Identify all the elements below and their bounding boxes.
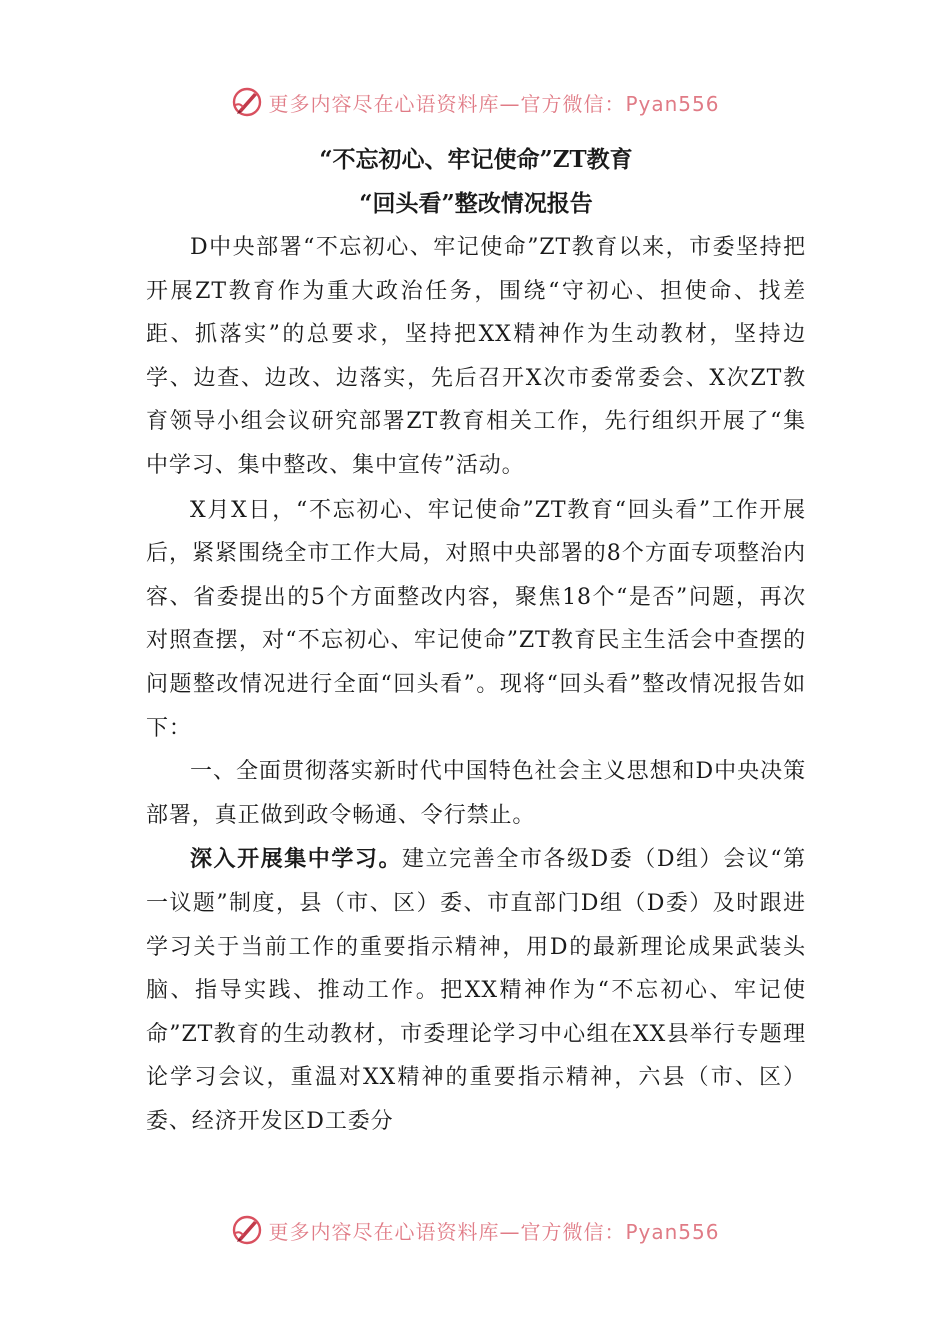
- document-title-line-2: “回头看”整改情况报告: [359, 190, 593, 217]
- paragraph-body-text: 建立完善全市各级D委（D组）会议“第一议题”制度，县（市、区）委、市直部门D组（D委）及时跟进学习关于当前工作的重要指示精神，用D的最新理论成果武装头脑、指导实践、推动工作。把XX精神作为“不忘初心、牢记使命”ZT教育的生动教材，市委理论学习中心组在XX县举行专题理论学习会议，重温对XX精神的重要指示精神，六县（市、区）委、经济开发区D工委分: [146, 847, 806, 1134]
- quill-pen-circle-icon: [230, 1213, 264, 1247]
- section-heading-1: 一、全面贯彻落实新时代中国特色社会主义思想和D中央决策部署，真正做到政令畅通、令行禁止。: [146, 759, 806, 828]
- paragraph-intro: D中央部署“不忘初心、牢记使命”ZT教育以来，市委坚持把开展ZT教育作为重大政治任务，围绕“守初心、担使命、找差距、抓落实”的总要求，坚持把XX精神作为生动教材，坚持边学、边查、边改、边落实，先后召开X次市委常委会、X次ZT教育领导小组会议研究部署ZT教育相关工作，先行组织开展了“集中学习、集中整改、集中宣传”活动。: [146, 235, 806, 478]
- paragraph-study: [146, 838, 806, 1143]
- document-body: [146, 138, 806, 1143]
- quill-pen-circle-icon: [230, 85, 264, 119]
- watermark-text: 更多内容尽在心语资料库—官方微信：Pyan556: [268, 1219, 720, 1244]
- document-title-line-1: “不忘初心、牢记使命”ZT教育: [319, 146, 633, 173]
- watermark-text: 更多内容尽在心语资料库—官方微信：Pyan556: [268, 91, 720, 116]
- paragraph-lead-text: 深入开展集中学习。: [190, 846, 403, 873]
- footer-watermark-banner: [0, 1210, 950, 1250]
- header-watermark-banner: [0, 82, 950, 122]
- paragraph-review: X月X日，“不忘初心、牢记使命”ZT教育“回头看”工作开展后，紧紧围绕全市工作大局，对照中央部署的8个方面专项整治内容、省委提出的5个方面整改内容，聚焦18个“是否”问题，再次对照查摆，对“不忘初心、牢记使命”ZT教育民主生活会中查摆的问题整改情况进行全面“回头看”。现将“回头看”整改情况报告如下：: [146, 497, 806, 741]
